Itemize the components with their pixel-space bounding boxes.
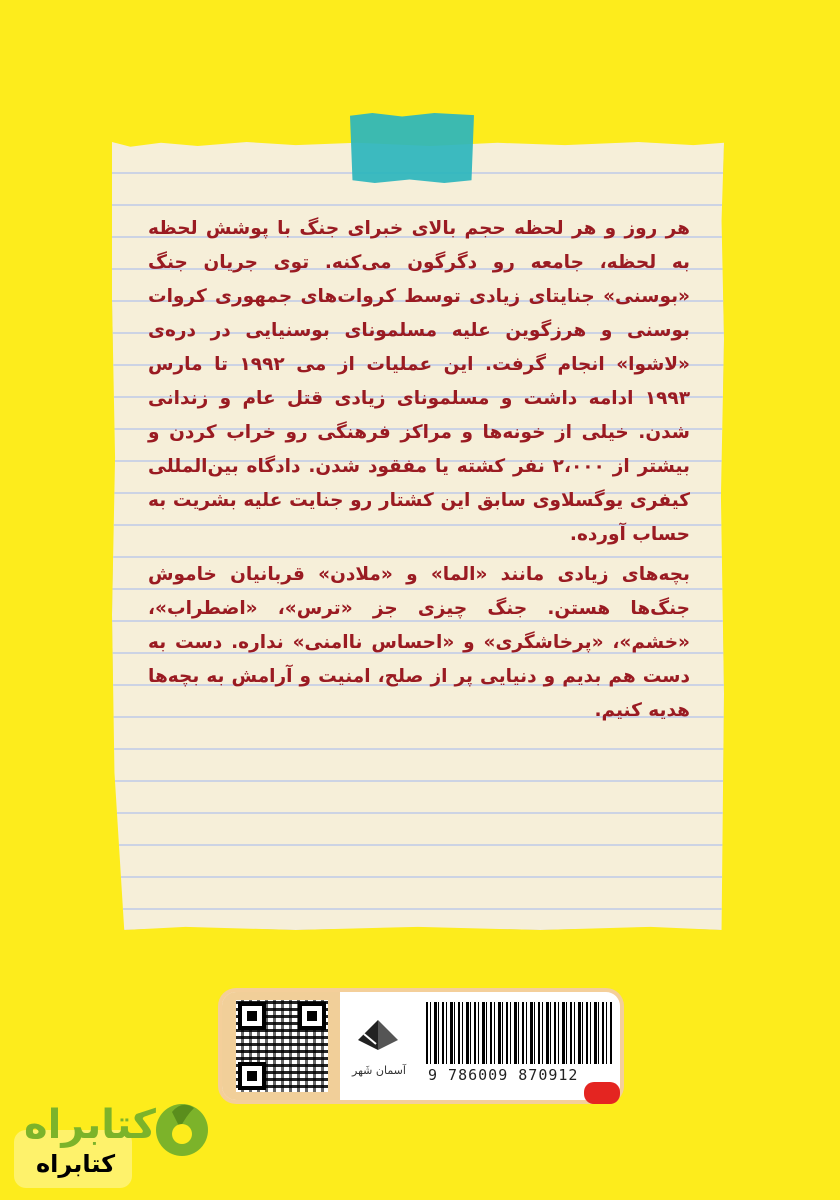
barcode-panel	[222, 992, 620, 1100]
book-logo-icon	[354, 1010, 402, 1056]
paragraph-2: بچه‌های زیادی مانند «الما» و «ملادن» قربانیان خاموش جنگ‌ها هستن. جنگ چیزی جز «ترس»، «اضطراب»، «خشم»، «پرخاشگری» و «احساس ناامنی» نداره. دست به دست هم بدیم و دنیایی پر از صلح، امنیت و آرامش به بچه‌ها هدیه کنیم.	[148, 564, 690, 721]
watermark-brand: کتابراه	[24, 1102, 156, 1148]
red-sticker	[584, 1082, 620, 1104]
note-text	[148, 212, 690, 734]
qr-panel	[222, 992, 340, 1100]
paragraph-1: هر روز و هر لحظه حجم بالای خبرای جنگ با پوشش لحظه به لحظه، جامعه رو دگرگون می‌کنه. توی جریان جنگ «بوسنی» جنایتای زیادی توسط کروات‌های جمهوری کروات بوسنی و هرزگوین علیه مسلمونای بوسنیایی در دره‌ی «لاشوا» انجام گرفت. این عملیات از می ۱۹۹۲ تا مارس ۱۹۹۳ ادامه داشت و مسلمونای زیادی قتل عام و زندانی شدن. خیلی از خونه‌ها و مراکز فرهنگی رو خراب کردن و بیشتر از ۲،۰۰۰ نفر کشته یا مفقود شدن. دادگاه بین‌المللی کیفری یوگسلاوی سابق این کشتار رو جنایت علیه بشریت به حساب آورده.	[148, 218, 691, 545]
publisher-logo	[340, 992, 418, 1100]
tape-strip	[350, 113, 474, 183]
watermark-brand-small: کتابراه	[36, 1150, 116, 1178]
publisher-name: آسمان شَهر	[352, 1064, 406, 1077]
qr-code-icon	[236, 1000, 328, 1092]
isbn-number: 9 786009 870912	[428, 1066, 579, 1084]
ketabrah-logo-icon	[150, 1094, 214, 1158]
barcode-icon	[426, 1002, 612, 1064]
